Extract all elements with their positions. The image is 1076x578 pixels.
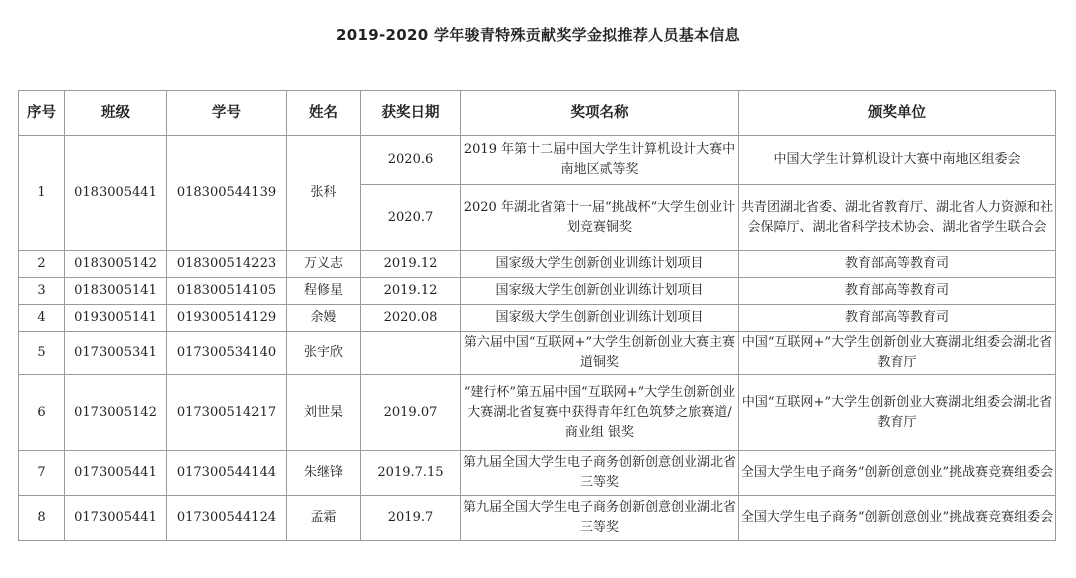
cell-issuer: 教育部高等教育司 (739, 305, 1056, 332)
cell-name: 程修星 (287, 278, 361, 305)
cell-name: 刘世杲 (287, 375, 361, 451)
cell-class: 0183005141 (65, 278, 167, 305)
cell-date: 2020.7 (361, 185, 461, 251)
cell-award: 第九届全国大学生电子商务创新创意创业湖北省三等奖 (461, 451, 739, 496)
cell-student-id: 017300534140 (167, 332, 287, 375)
header-class: 班级 (65, 91, 167, 136)
cell-award: “建行杯”第五届中国“互联网+”大学生创新创业大赛湖北省复赛中获得青年红色筑梦之旅赛道/商业组 银奖 (461, 375, 739, 451)
cell-class: 0183005142 (65, 251, 167, 278)
cell-no: 8 (19, 496, 65, 541)
cell-award: 国家级大学生创新创业训练计划项目 (461, 251, 739, 278)
table-row (19, 332, 1056, 375)
cell-no: 7 (19, 451, 65, 496)
table-row (19, 451, 1056, 496)
cell-no: 6 (19, 375, 65, 451)
cell-issuer: 教育部高等教育司 (739, 278, 1056, 305)
table-row (19, 278, 1056, 305)
header-issuer: 颁奖单位 (739, 91, 1056, 136)
cell-no: 4 (19, 305, 65, 332)
cell-issuer: 中国“互联网+”大学生创新创业大赛湖北组委会湖北省教育厅 (739, 332, 1056, 375)
cell-date: 2019.07 (361, 375, 461, 451)
table-row (19, 305, 1056, 332)
header-no: 序号 (19, 91, 65, 136)
cell-award: 国家级大学生创新创业训练计划项目 (461, 278, 739, 305)
cell-issuer: 共青团湖北省委、湖北省教育厅、湖北省人力资源和社会保障厅、湖北省科学技术协会、湖北省学生联合会 (739, 185, 1056, 251)
header-date: 获奖日期 (361, 91, 461, 136)
cell-issuer: 教育部高等教育司 (739, 251, 1056, 278)
cell-class: 0173005142 (65, 375, 167, 451)
cell-name: 朱继锋 (287, 451, 361, 496)
cell-name: 孟霜 (287, 496, 361, 541)
cell-issuer: 全国大学生电子商务“创新创意创业”挑战赛竞赛组委会 (739, 451, 1056, 496)
header-award: 奖项名称 (461, 91, 739, 136)
page-title: 2019-2020 学年骏青特殊贡献奖学金拟推荐人员基本信息 (336, 26, 740, 44)
cell-date: 2019.7 (361, 496, 461, 541)
cell-issuer: 全国大学生电子商务“创新创意创业”挑战赛竞赛组委会 (739, 496, 1056, 541)
cell-student-id: 018300514223 (167, 251, 287, 278)
table-row (19, 251, 1056, 278)
cell-name: 张科 (287, 136, 361, 251)
table-row (19, 375, 1056, 451)
table-row (19, 496, 1056, 541)
cell-no: 2 (19, 251, 65, 278)
cell-student-id: 017300544144 (167, 451, 287, 496)
cell-award: 第六届中国“互联网+”大学生创新创业大赛主赛道铜奖 (461, 332, 739, 375)
cell-student-id: 017300544124 (167, 496, 287, 541)
header-name: 姓名 (287, 91, 361, 136)
cell-date: 2019.12 (361, 278, 461, 305)
cell-date: 2020.08 (361, 305, 461, 332)
cell-name: 万义志 (287, 251, 361, 278)
cell-issuer: 中国“互联网+”大学生创新创业大赛湖北组委会湖北省教育厅 (739, 375, 1056, 451)
cell-date: 2020.6 (361, 136, 461, 185)
recommendation-table (18, 90, 1056, 541)
cell-date: 2019.12 (361, 251, 461, 278)
cell-student-id: 019300514129 (167, 305, 287, 332)
cell-issuer: 中国大学生计算机设计大赛中南地区组委会 (739, 136, 1056, 185)
cell-name: 余嫚 (287, 305, 361, 332)
cell-date: 2019.7.15 (361, 451, 461, 496)
cell-no: 3 (19, 278, 65, 305)
cell-student-id: 018300514105 (167, 278, 287, 305)
table-header-row (19, 91, 1056, 136)
cell-award: 国家级大学生创新创业训练计划项目 (461, 305, 739, 332)
cell-name: 张宇欣 (287, 332, 361, 375)
table-row (19, 136, 1056, 185)
cell-student-id: 017300514217 (167, 375, 287, 451)
cell-no: 5 (19, 332, 65, 375)
cell-student-id: 018300544139 (167, 136, 287, 251)
cell-class: 0173005441 (65, 451, 167, 496)
cell-date (361, 332, 461, 375)
cell-class: 0173005441 (65, 496, 167, 541)
cell-award: 第九届全国大学生电子商务创新创意创业湖北省三等奖 (461, 496, 739, 541)
cell-award: 2019 年第十二届中国大学生计算机设计大赛中南地区贰等奖 (461, 136, 739, 185)
cell-class: 0193005141 (65, 305, 167, 332)
cell-class: 0173005341 (65, 332, 167, 375)
cell-no: 1 (19, 136, 65, 251)
cell-class: 0183005441 (65, 136, 167, 251)
cell-award: 2020 年湖北省第十一届“挑战杯”大学生创业计划竞赛铜奖 (461, 185, 739, 251)
header-student-id: 学号 (167, 91, 287, 136)
